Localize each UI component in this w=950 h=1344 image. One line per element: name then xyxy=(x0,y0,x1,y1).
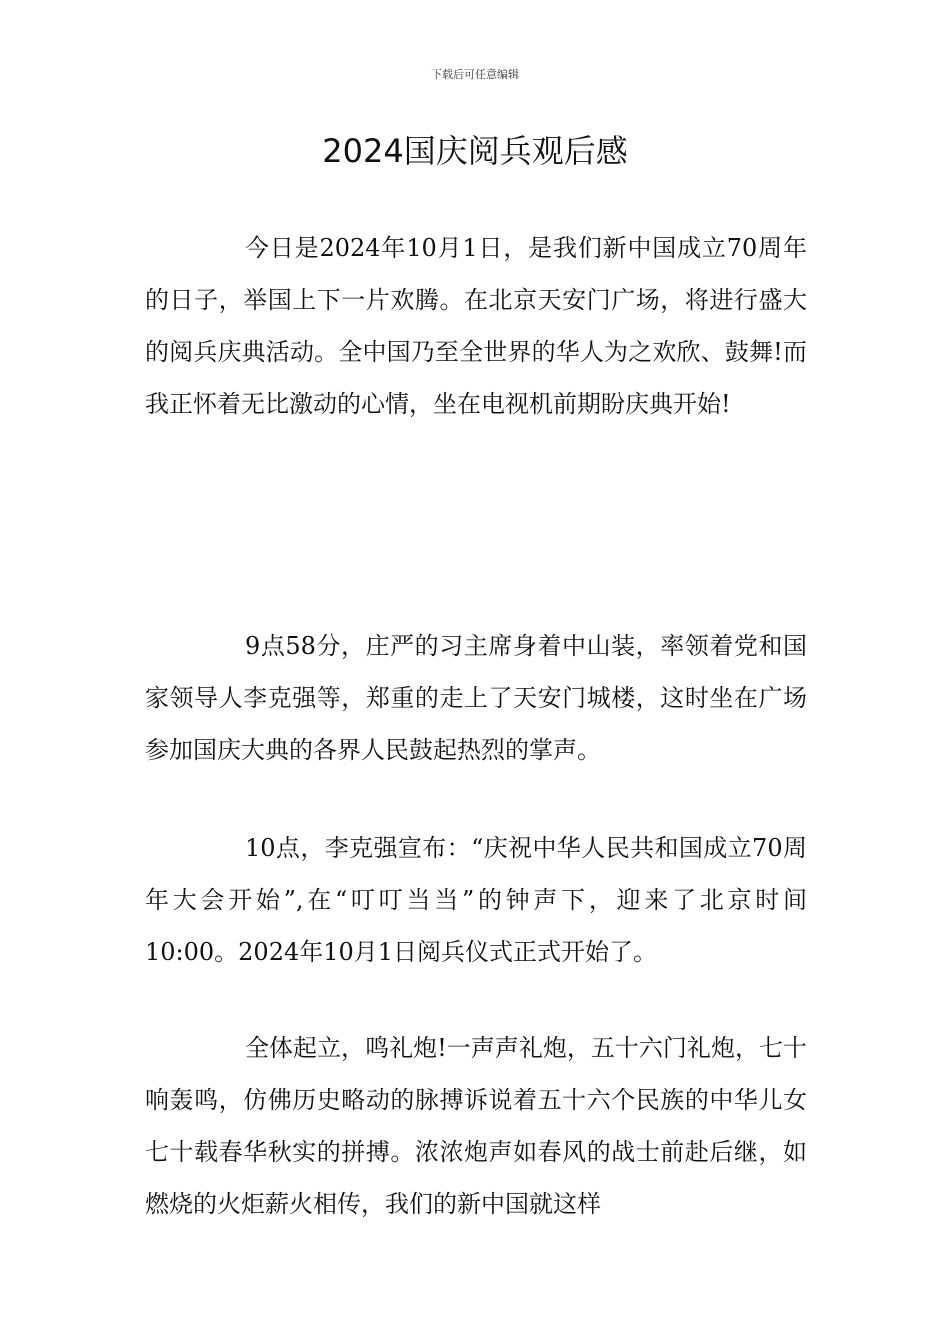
paragraph-4: 全体起立，鸣礼炮!一声声礼炮，五十六门礼炮，七十响轰鸣，仿佛历史略动的脉搏诉说着五十六个民族的中华儿女七十载春华秋实的拼搏。浓浓炮声如春风的战士前赴后继，如燃烧的火炬薪火相传，我们的新中国就这样 xyxy=(145,1034,807,1218)
document-title: 2024国庆阅兵观后感 xyxy=(322,132,628,170)
paragraph-1: 今日是2024年10月1日，是我们新中国成立70周年的日子，举国上下一片欢腾。在北京天安门广场，将进行盛大的阅兵庆典活动。全中国乃至全世界的华人为之欢欣、鼓舞!而我正怀着无比激动的心情，坐在电视机前期盼庆典开始! xyxy=(145,234,807,418)
header-note: 下载后可任意编辑 xyxy=(431,68,519,81)
paragraph-2: 9点58分，庄严的习主席身着中山装，率领着党和国家领导人李克强等，郑重的走上了天安门城楼，这时坐在广场参加国庆大典的各界人民鼓起热烈的掌声。 xyxy=(145,632,807,764)
paragraph-3: 10点，李克强宣布：“庆祝中华人民共和国成立70周年大会开始”,在“叮叮当当”的钟声下，迎来了北京时间10:00。2024年10月1日阅兵仪式正式开始了。 xyxy=(145,834,807,966)
